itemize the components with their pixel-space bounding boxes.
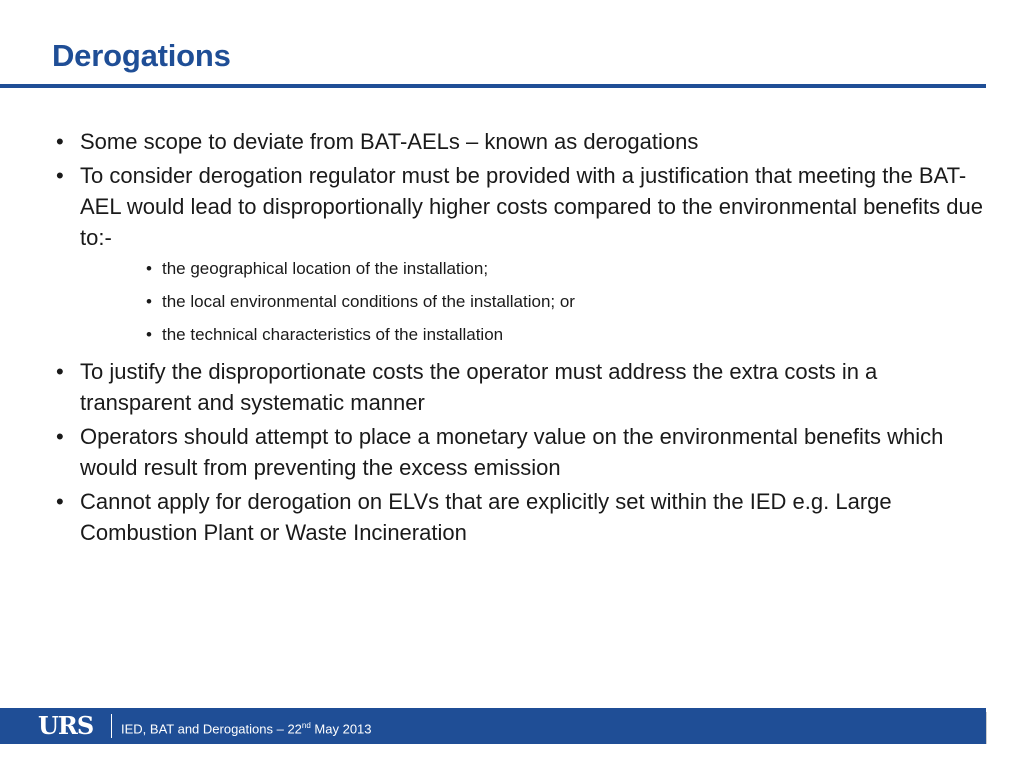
corner-mark (984, 712, 987, 744)
bullet-item: • Some scope to deviate from BAT-AELs – known as derogations (56, 126, 986, 157)
bullet-item-with-subitems (56, 160, 986, 347)
bullet-item: • Operators should attempt to place a monetary value on the environmental benefits which would result from preventing the excess emission (56, 421, 986, 483)
footer-bar (0, 708, 986, 744)
bullet-text: To consider derogation regulator must be provided with a justification that meeting the BAT-AEL would lead to disproportionally higher costs compared to the environmental benefits due to:- (80, 163, 983, 250)
title-divider (0, 84, 986, 88)
sub-bullet-item: • the local environmental conditions of the installation; or (146, 290, 986, 314)
sub-bullet-item: • the geographical location of the installation; (146, 257, 986, 281)
footer-caption-ordinal: nd (301, 721, 311, 730)
urs-logo: URS (38, 711, 94, 740)
bullet-item: • To justify the disproportionate costs the operator must address the extra costs in a transparent and systematic manner (56, 356, 986, 418)
bullet-list (56, 126, 986, 548)
footer-divider (111, 714, 112, 738)
sub-bullet-list (146, 257, 986, 347)
bullet-item: • Cannot apply for derogation on ELVs that are explicitly set within the IED e.g. Large Combustion Plant or Waste Incineration (56, 486, 986, 548)
footer-caption (121, 718, 372, 737)
footer-caption-date: May 2013 (310, 721, 372, 737)
slide-title: Derogations (52, 38, 231, 73)
footer-caption-main: IED, BAT and Derogations – 22 (121, 721, 302, 737)
sub-bullet-item: • the technical characteristics of the installation (146, 323, 986, 347)
slide-content (56, 126, 986, 551)
